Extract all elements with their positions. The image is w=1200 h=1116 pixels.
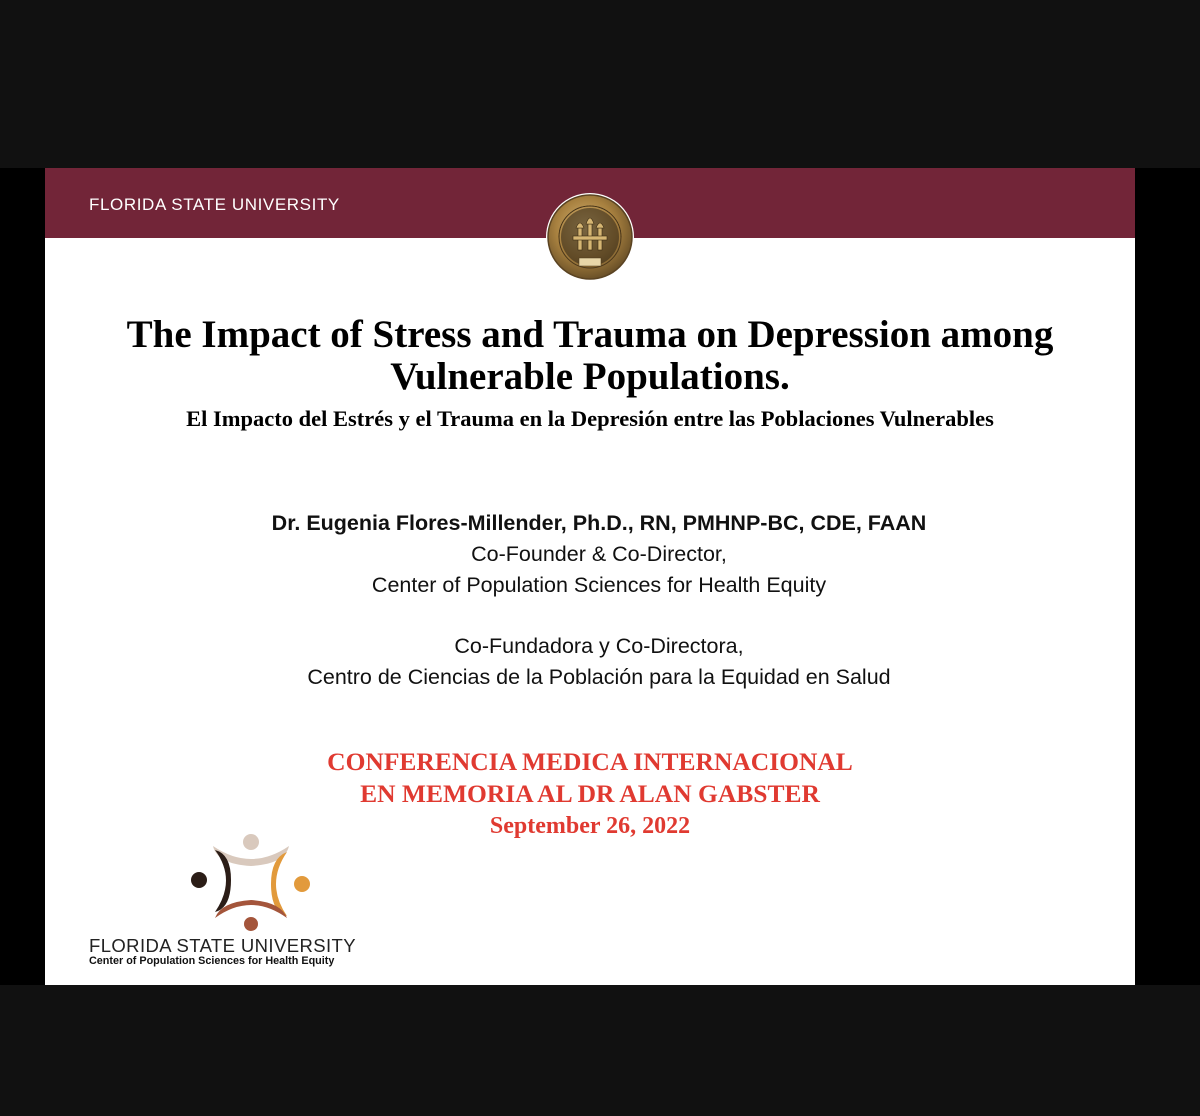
people-circle-logo-icon [185,832,315,932]
presentation-slide [45,168,1135,985]
conference-date: September 26, 2022 [489,813,691,839]
presenter-role-es-1: Co-Fundadora y Co-Directora, [454,634,744,658]
title-line-1: The Impact of Stress and Trauma on Depression among [126,313,1054,356]
spacer [45,601,1135,631]
slide-title [45,314,1135,398]
conference-block [45,746,1135,842]
presenter-role-en-2: Center of Population Sciences for Health Equity [371,573,827,597]
header-university-name: FLORIDA STATE UNIVERSITY [89,195,340,214]
presenter-block [45,508,1135,693]
presenter-role-en-1: Co-Founder & Co-Director, [471,542,727,566]
footer-logo-center: Center of Population Sciences for Health Equity [89,955,335,967]
title-line-2: Vulnerable Populations. [390,355,790,398]
conference-line-1: CONFERENCIA MEDICA INTERNACIONAL [327,747,853,776]
presenter-role-es-2: Centro de Ciencias de la Población para la Equidad en Salud [307,665,891,689]
conference-line-2: EN MEMORIA AL DR ALAN GABSTER [360,779,820,808]
footer-logo-university: FLORIDA STATE UNIVERSITY [89,935,356,956]
presenter-name: Dr. Eugenia Flores-Millender, Ph.D., RN, PMHNP-BC, CDE, FAAN [271,511,927,535]
fsu-seal-icon [545,192,635,282]
slide-subtitle-spanish: El Impacto del Estrés y el Trauma en la Depresión entre las Poblaciones Vulnerables [186,406,994,431]
